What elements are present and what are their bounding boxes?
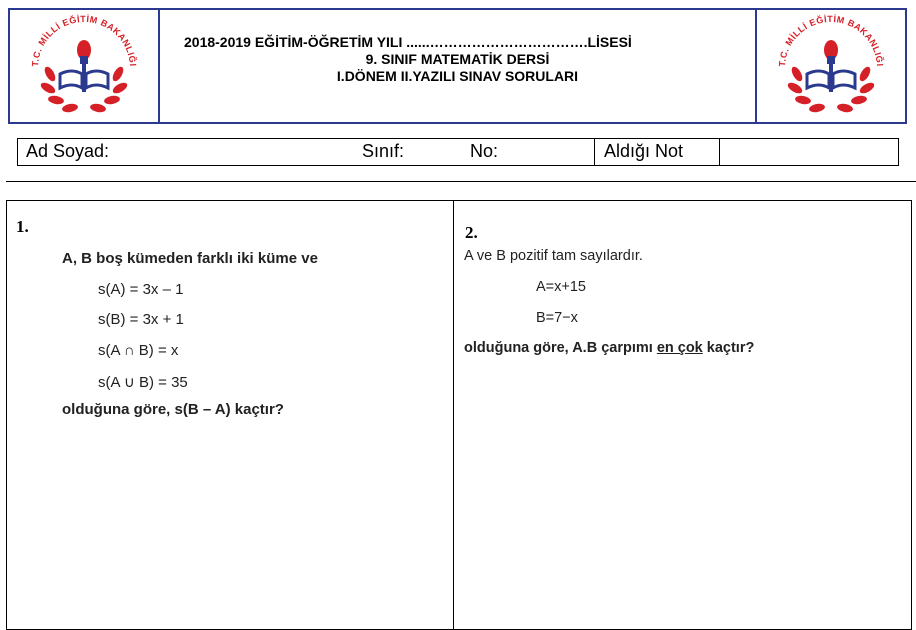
exam-header [8,8,907,124]
question-1-number: 1. [16,217,29,236]
question-2-text [464,340,754,356]
question-1-equation: s(B) = 3x + 1 [98,311,184,328]
question-2-equation: B=7−x [536,310,578,326]
svg-text:T.C. MİLLİ EĞİTİM BAKANLIĞI: T.C. MİLLİ EĞİTİM BAKANLIĞI [776,13,885,67]
title-line-1: 2018-2019 EĞİTİM-ÖĞRETİM YILI ......…………………………….LİSESİ [184,34,632,50]
class-label: Sınıf: [362,141,405,161]
divider [594,139,595,165]
meb-logo-left [10,10,160,122]
divider [6,181,916,182]
question-2-equation: A=x+15 [536,279,586,295]
question-2-emphasis: en çok [656,340,703,356]
title-line-3: I.DÖNEM II.YAZILI SINAV SORULARI [336,68,579,84]
question-1-text: olduğuna göre, s(B – A) kaçtır? [62,401,284,418]
question-2-intro: A ve B pozitif tam sayılardır. [464,248,643,264]
question-1-equation: s(A) = 3x – 1 [98,281,184,298]
question-1-equation: s(A ∪ B) = 35 [98,374,188,391]
column-divider [453,201,454,629]
meb-logo-right [755,10,905,122]
meb-logo-icon [767,12,895,120]
question-2-text-part: kaçtır? [702,340,755,356]
student-info-row [17,138,899,166]
question-1-intro: A, B boş kümeden farklı iki küme ve [62,250,318,267]
title-line-2: 9. SINIF MATEMATİK DERSİ [365,51,550,67]
number-label: No: [470,141,499,161]
exam-title [162,34,753,85]
grade-label: Aldığı Not [604,141,684,161]
meb-logo-icon [20,12,148,120]
svg-text:T.C. MİLLİ EĞİTİM BAKANLIĞI: T.C. MİLLİ EĞİTİM BAKANLIĞI [29,13,138,67]
name-label: Ad Soyad: [26,141,110,161]
question-1-equation: s(A ∩ B) = x [98,342,179,359]
question-2-number: 2. [465,223,478,242]
divider [719,139,720,165]
question-2-text-part: olduğuna göre, A.B çarpımı [464,340,657,356]
